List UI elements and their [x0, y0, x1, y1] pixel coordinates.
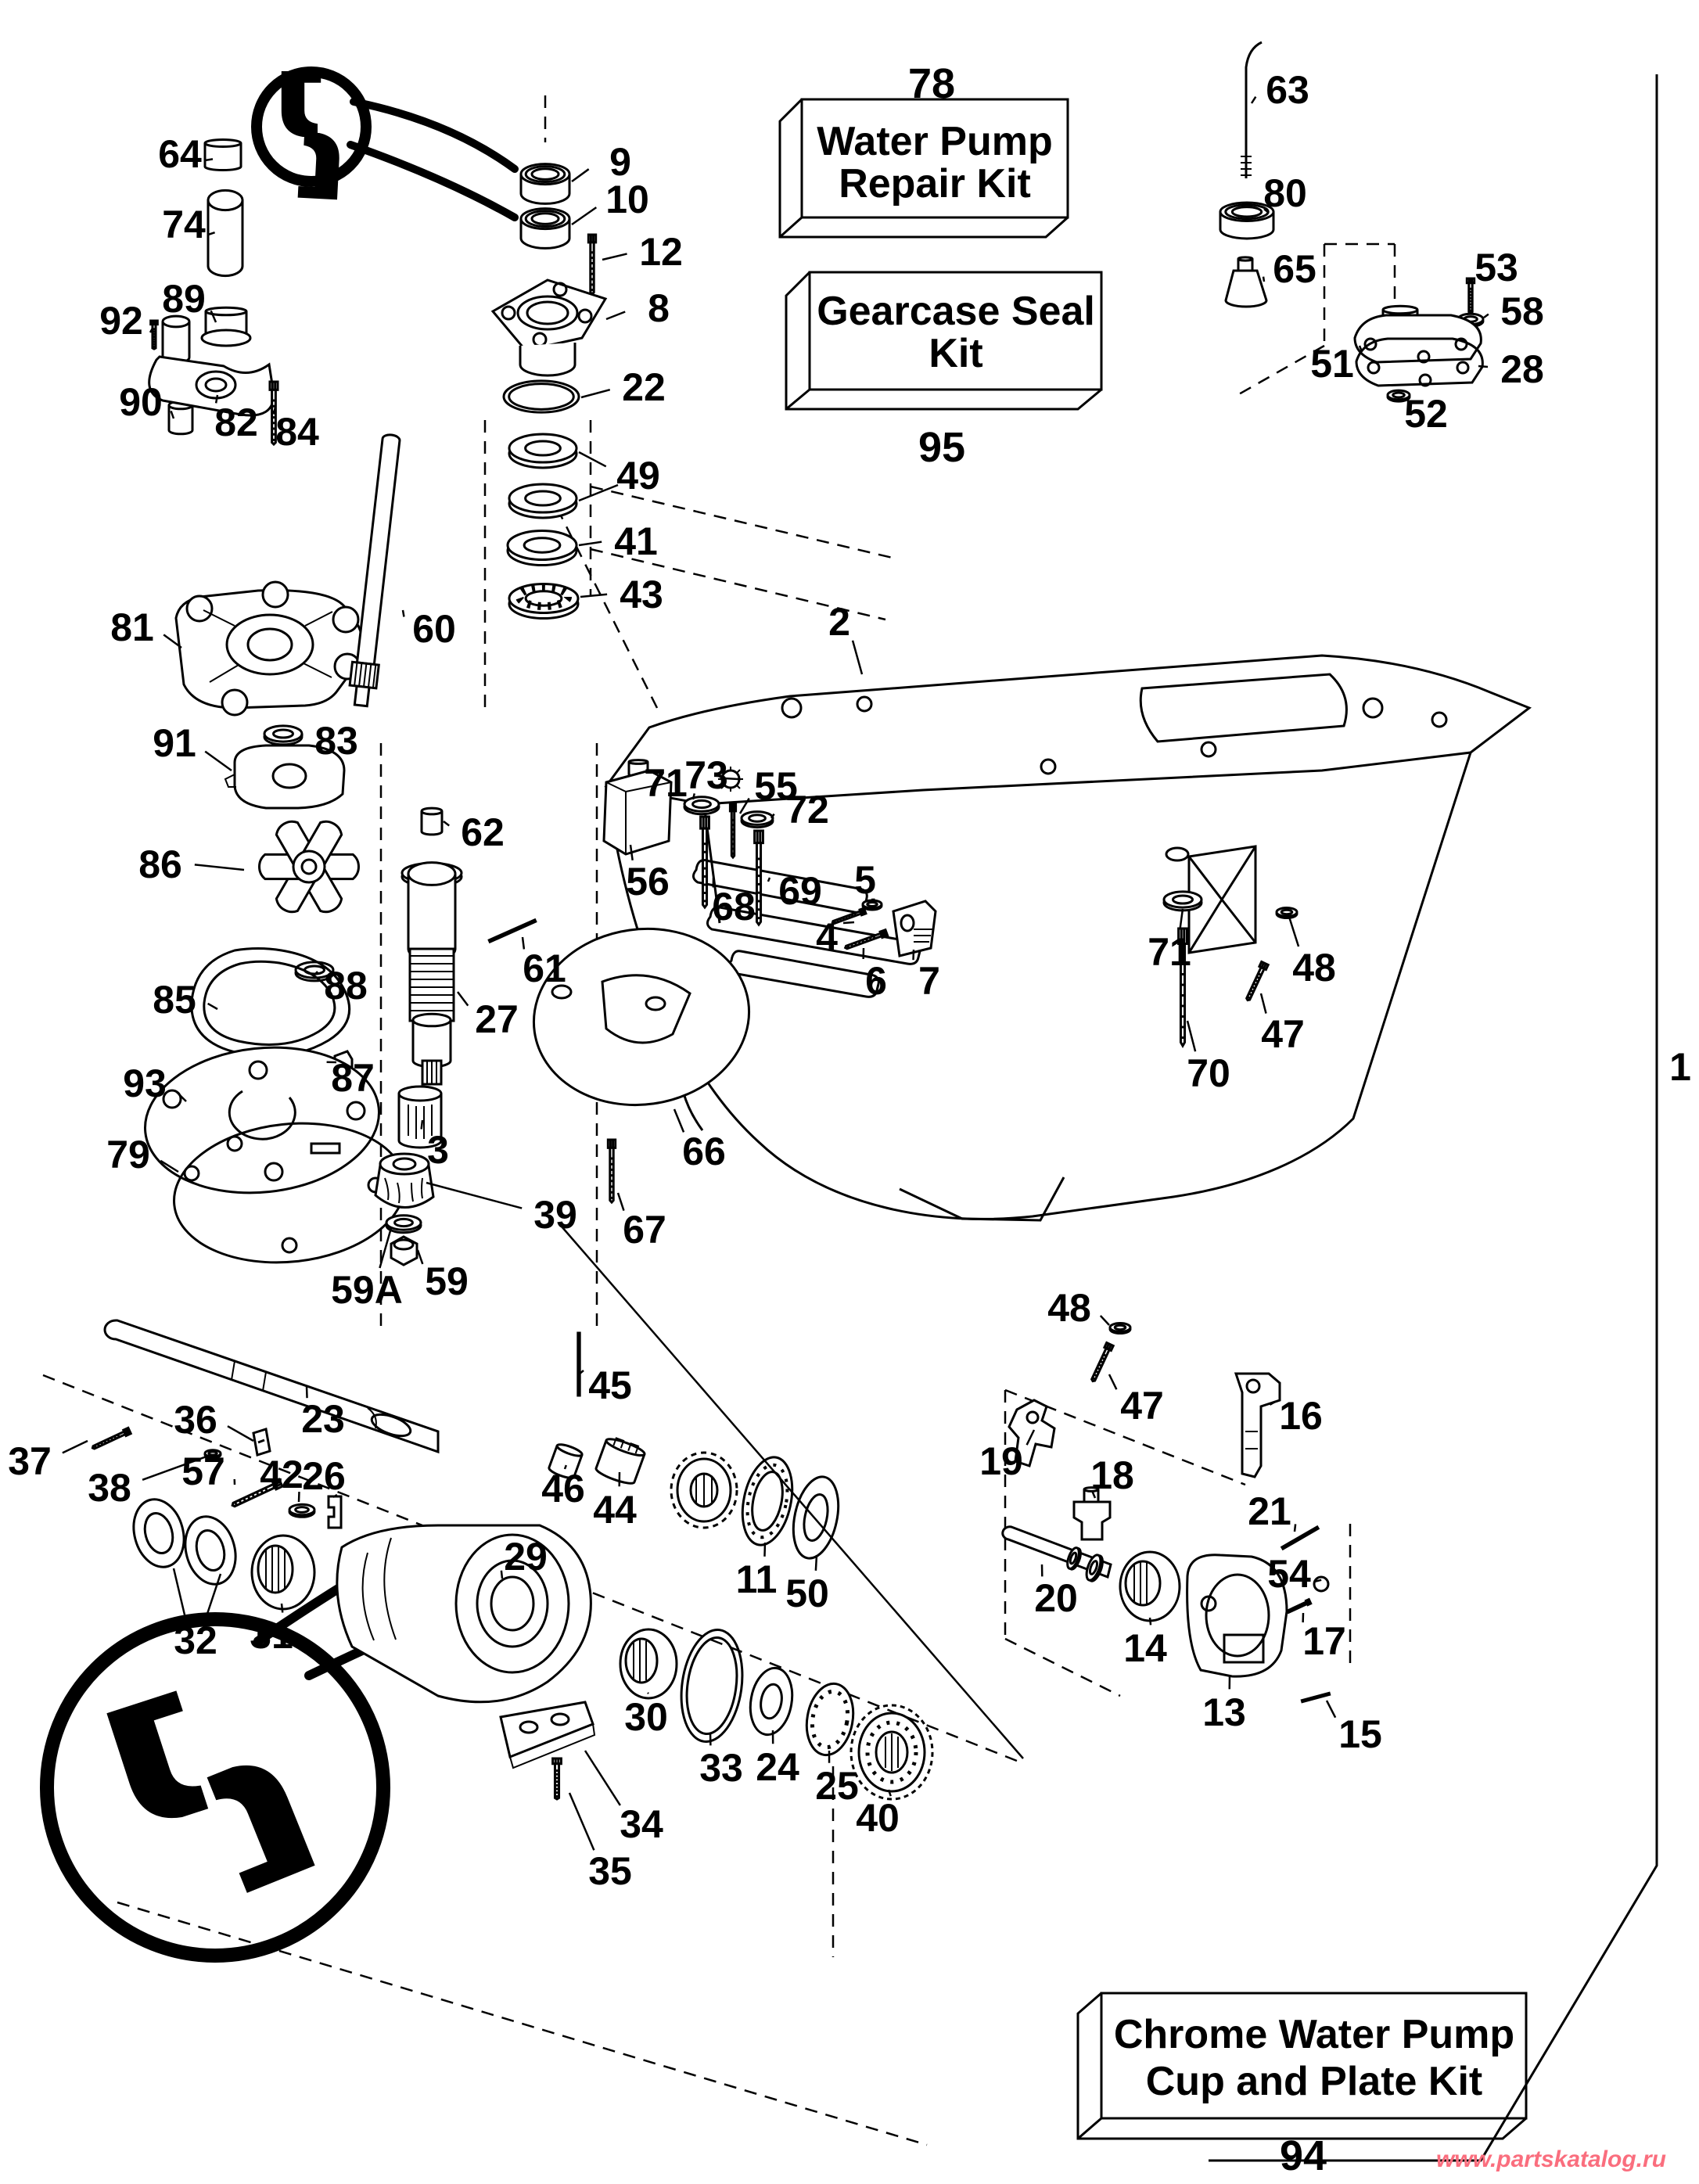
part-68-bolt-glyph — [701, 817, 709, 907]
part-label-56: 56 — [626, 860, 670, 903]
part-label-17: 17 — [1302, 1619, 1346, 1663]
part-14-bearing-glyph — [1120, 1552, 1180, 1621]
leader-62 — [444, 821, 449, 825]
part-55-screw-glyph — [730, 804, 735, 857]
gear-hub-glyph — [671, 1453, 737, 1528]
leader-60 — [403, 610, 404, 617]
part-label-67: 67 — [623, 1208, 666, 1252]
leader-48 — [1289, 917, 1298, 947]
part-label-54: 54 — [1267, 1552, 1311, 1596]
part-label-3: 3 — [427, 1128, 449, 1172]
part-label-8: 8 — [648, 286, 670, 330]
part-35-bolt-glyph — [553, 1758, 562, 1799]
part-15-pin-glyph — [1302, 1693, 1329, 1701]
part-label-50: 50 — [785, 1572, 829, 1615]
part-47-drain-screw-right-glyph — [1245, 961, 1268, 1001]
assembly-bracket-line — [1209, 74, 1657, 2161]
leader-2 — [853, 641, 862, 674]
part-label-70: 70 — [1187, 1051, 1230, 1095]
leader-48 — [1101, 1316, 1109, 1325]
part-label-69: 69 — [778, 869, 822, 913]
part-label-74: 74 — [162, 203, 206, 246]
part-42-washer-glyph — [289, 1504, 314, 1517]
part-label-73: 73 — [684, 753, 728, 797]
kit-95-number: 95 — [918, 424, 966, 471]
part-29-bearing-housing-glyph — [337, 1525, 591, 1702]
part-16-shift-arm-glyph — [1236, 1374, 1280, 1477]
kit-94-number: 94 — [1279, 2132, 1327, 2179]
part-8-bearing-housing-glyph — [493, 280, 605, 375]
part-36-clip-glyph — [253, 1429, 270, 1455]
part-label-9: 9 — [609, 140, 631, 184]
part-label-48: 48 — [1292, 946, 1336, 990]
part-32-seals-glyph — [127, 1493, 243, 1590]
kit-box-water-pump-repair — [780, 60, 1068, 237]
leader-47 — [1261, 993, 1266, 1014]
part-83-washer-glyph — [264, 726, 302, 745]
part-49-washer-b-glyph — [509, 484, 577, 518]
part-label-1: 1 — [1669, 1045, 1691, 1089]
leader-58 — [1484, 314, 1489, 318]
part-label-58: 58 — [1500, 289, 1544, 333]
leader-28 — [1478, 366, 1488, 367]
leader-4 — [843, 922, 854, 923]
part-label-29: 29 — [504, 1535, 548, 1579]
part-label-71: 71 — [644, 761, 688, 805]
leader-9 — [572, 169, 589, 181]
leader-14 — [1150, 1618, 1151, 1625]
part-label-37: 37 — [8, 1439, 52, 1483]
part-37-screw-glyph — [92, 1428, 131, 1450]
part-label-93: 93 — [123, 1061, 167, 1105]
part-12-bolt-glyph — [588, 235, 595, 294]
part-50-washer-glyph — [787, 1473, 846, 1563]
part-label-38: 38 — [88, 1466, 131, 1510]
part-label-79: 79 — [106, 1133, 150, 1176]
part-label-14: 14 — [1123, 1626, 1167, 1670]
part-48-washer-lower-glyph — [1110, 1324, 1130, 1334]
part-label-40: 40 — [856, 1796, 900, 1840]
part-label-62: 62 — [461, 810, 505, 854]
part-44-clutch-dog-glyph — [594, 1435, 646, 1486]
watermark-text: www.partskatalog.ru — [1436, 2146, 1666, 2172]
part-label-59A: 59A — [331, 1268, 403, 1312]
kit-78-line2: Repair Kit — [839, 161, 1031, 207]
leader-70 — [1187, 1021, 1195, 1051]
part-label-23: 23 — [301, 1397, 345, 1441]
part-label-41: 41 — [614, 519, 658, 563]
part-27-pinion-shaft-glyph — [402, 863, 462, 1084]
leader-27 — [458, 992, 468, 1006]
leader-47 — [1109, 1374, 1116, 1389]
part-label-5: 5 — [854, 858, 876, 902]
part-label-19: 19 — [979, 1439, 1023, 1483]
part-label-45: 45 — [588, 1363, 632, 1407]
part-label-59: 59 — [425, 1259, 469, 1303]
leader-91 — [205, 752, 232, 771]
part-62-spacer-glyph — [422, 808, 442, 835]
part-23-propshaft-glyph — [105, 1320, 438, 1452]
part-label-24: 24 — [756, 1745, 799, 1789]
part-label-10: 10 — [605, 178, 649, 221]
part-label-86: 86 — [138, 842, 182, 886]
part-label-46: 46 — [541, 1467, 585, 1510]
part-label-43: 43 — [620, 573, 663, 616]
part-label-27: 27 — [475, 997, 519, 1041]
part-label-92: 92 — [99, 299, 143, 343]
part-label-52: 52 — [1404, 392, 1448, 436]
part-89-grommet-glyph — [202, 307, 250, 346]
part-54-ball-glyph — [1314, 1577, 1328, 1591]
part-label-85: 85 — [153, 978, 196, 1022]
leader-39 — [426, 1183, 522, 1209]
part-17-spring-screw-glyph — [1286, 1600, 1310, 1615]
part-26-clip-glyph — [329, 1496, 341, 1528]
leader-8 — [606, 312, 625, 319]
part-label-53: 53 — [1475, 246, 1518, 289]
part-label-91: 91 — [153, 721, 196, 765]
kit-94-line1: Chrome Water Pump — [1113, 2012, 1515, 2057]
part-7-anode-wedge-glyph — [893, 901, 936, 956]
part-label-47: 47 — [1120, 1384, 1164, 1428]
part-label-81: 81 — [110, 605, 154, 649]
part-label-4: 4 — [816, 915, 838, 959]
leader-11 — [764, 1543, 765, 1557]
part-label-49: 49 — [616, 454, 660, 498]
leader-65 — [1263, 277, 1264, 282]
part-86-impeller-glyph — [260, 817, 359, 916]
part-10-seal-glyph — [521, 209, 569, 249]
leader-69 — [768, 878, 770, 882]
kit-95-line1: Gearcase Seal — [817, 289, 1095, 334]
part-label-18: 18 — [1090, 1453, 1134, 1497]
part-label-63: 63 — [1266, 68, 1309, 112]
part-label-12: 12 — [639, 230, 683, 274]
part-9-seal-glyph — [521, 164, 569, 204]
leader-35 — [569, 1793, 594, 1850]
part-label-68: 68 — [712, 885, 756, 929]
part-49-washer-a-glyph — [509, 434, 577, 468]
leader-36 — [228, 1426, 253, 1441]
part-30-needle-bearing-glyph — [620, 1629, 677, 1698]
seal-detail-magnifier-top — [257, 71, 515, 217]
part-61-pin-glyph — [489, 920, 536, 942]
part-label-61: 61 — [523, 947, 566, 990]
part-label-34: 34 — [620, 1802, 663, 1846]
part-label-15: 15 — [1338, 1712, 1382, 1756]
part-11-thrust-washer-glyph — [735, 1453, 799, 1550]
part-25-bearing-race-glyph — [801, 1680, 858, 1759]
leader-32 — [174, 1568, 185, 1618]
leader-43 — [580, 594, 607, 597]
leader-83 — [302, 734, 303, 736]
part-label-26: 26 — [302, 1454, 346, 1498]
part-81-pump-housing-glyph — [176, 582, 363, 715]
part-59-nut-glyph — [391, 1237, 417, 1265]
part-24-washer-glyph — [745, 1665, 797, 1738]
part-33-oring-glyph — [674, 1625, 749, 1745]
part-label-16: 16 — [1279, 1394, 1323, 1438]
part-label-44: 44 — [593, 1488, 637, 1532]
part-64-bushing-glyph — [205, 140, 241, 171]
leader-85 — [208, 1004, 217, 1009]
part-label-65: 65 — [1273, 247, 1316, 291]
part-71-washer-right-glyph — [1164, 892, 1202, 911]
leader-10 — [572, 207, 596, 225]
kit-94-line2: Cup and Plate Kit — [1145, 2059, 1483, 2104]
leader-66 — [674, 1109, 684, 1132]
part-43-thrust-bearing-glyph — [509, 584, 578, 619]
part-label-66: 66 — [682, 1130, 726, 1173]
part-label-47: 47 — [1261, 1012, 1305, 1056]
part-label-36: 36 — [174, 1398, 217, 1442]
part-label-51: 51 — [1310, 342, 1354, 386]
part-label-89: 89 — [162, 277, 206, 321]
part-label-35: 35 — [588, 1849, 632, 1893]
part-label-84: 84 — [275, 410, 319, 454]
part-34-anode-plate-glyph — [501, 1702, 594, 1768]
part-92-screw-glyph — [151, 321, 158, 349]
part-48-washer-right-glyph — [1277, 908, 1297, 918]
part-65-cone-glyph — [1226, 257, 1266, 307]
part-60-driveshaft-glyph — [347, 433, 404, 707]
part-label-48: 48 — [1047, 1286, 1091, 1330]
leader-50 — [816, 1555, 817, 1571]
part-71-washer-left-glyph — [684, 797, 719, 814]
part-label-90: 90 — [119, 380, 163, 424]
leader-41 — [579, 542, 602, 545]
part-label-57: 57 — [181, 1449, 225, 1493]
leader-29 — [501, 1571, 502, 1579]
part-69-bolt-glyph — [755, 831, 763, 925]
part-label-71: 71 — [1148, 930, 1191, 974]
leader-34 — [585, 1751, 620, 1805]
part-label-21: 21 — [1248, 1489, 1291, 1533]
part-label-31: 31 — [250, 1613, 293, 1657]
leader-22 — [581, 390, 610, 397]
part-label-83: 83 — [314, 719, 358, 763]
part-label-55: 55 — [754, 764, 798, 808]
part-label-20: 20 — [1034, 1576, 1078, 1620]
leader-15 — [1327, 1701, 1335, 1718]
part-66-plate-glyph — [523, 915, 760, 1119]
pinion-gear-glyph — [375, 1154, 433, 1208]
kit-95-line2: Kit — [929, 331, 983, 376]
part-label-22: 22 — [622, 365, 666, 409]
part-label-7: 7 — [918, 959, 940, 1003]
part-label-25: 25 — [815, 1764, 859, 1808]
leader-64 — [205, 159, 213, 160]
part-67-bolt-glyph — [608, 1140, 615, 1202]
part-label-88: 88 — [324, 964, 368, 1008]
part-label-28: 28 — [1500, 347, 1544, 391]
part-label-33: 33 — [699, 1746, 743, 1790]
kit-78-line1: Water Pump — [817, 119, 1053, 164]
leader-86 — [195, 864, 244, 870]
leader-71 — [1180, 909, 1183, 929]
part-label-13: 13 — [1202, 1690, 1246, 1734]
part-label-42: 42 — [260, 1453, 304, 1496]
kit-box-gearcase-seal — [786, 272, 1101, 471]
part-59A-washer-glyph — [386, 1216, 421, 1233]
part-45-pin-glyph — [578, 1333, 580, 1396]
part-41-washer-glyph — [508, 531, 577, 566]
part-label-64: 64 — [158, 132, 202, 176]
part-label-72: 72 — [785, 788, 829, 832]
part-label-39: 39 — [533, 1193, 577, 1237]
leader-49 — [579, 452, 606, 466]
part-label-30: 30 — [624, 1695, 668, 1739]
leader-12 — [602, 253, 627, 260]
part-2-gearcase-housing-glyph — [606, 656, 1529, 1220]
part-63-rod-glyph — [1241, 42, 1262, 178]
leader-59 — [418, 1250, 422, 1264]
leader-37 — [63, 1441, 88, 1453]
driveshaft-seal-stack — [493, 164, 605, 619]
part-40-forward-gear-glyph — [851, 1705, 932, 1799]
part-label-6: 6 — [865, 959, 887, 1003]
part-label-32: 32 — [174, 1618, 217, 1662]
kit-78-number: 78 — [907, 60, 956, 107]
part-72-washer-glyph — [742, 812, 773, 828]
part-31-needle-bearing-glyph — [252, 1536, 314, 1609]
part-label-60: 60 — [412, 607, 456, 651]
part-22-oring-glyph — [504, 381, 579, 412]
part-label-87: 87 — [331, 1056, 375, 1100]
part-label-82: 82 — [214, 401, 258, 444]
part-label-80: 80 — [1263, 171, 1307, 215]
leader-63 — [1252, 97, 1255, 103]
part-label-11: 11 — [735, 1557, 778, 1601]
part-label-2: 2 — [828, 600, 850, 644]
